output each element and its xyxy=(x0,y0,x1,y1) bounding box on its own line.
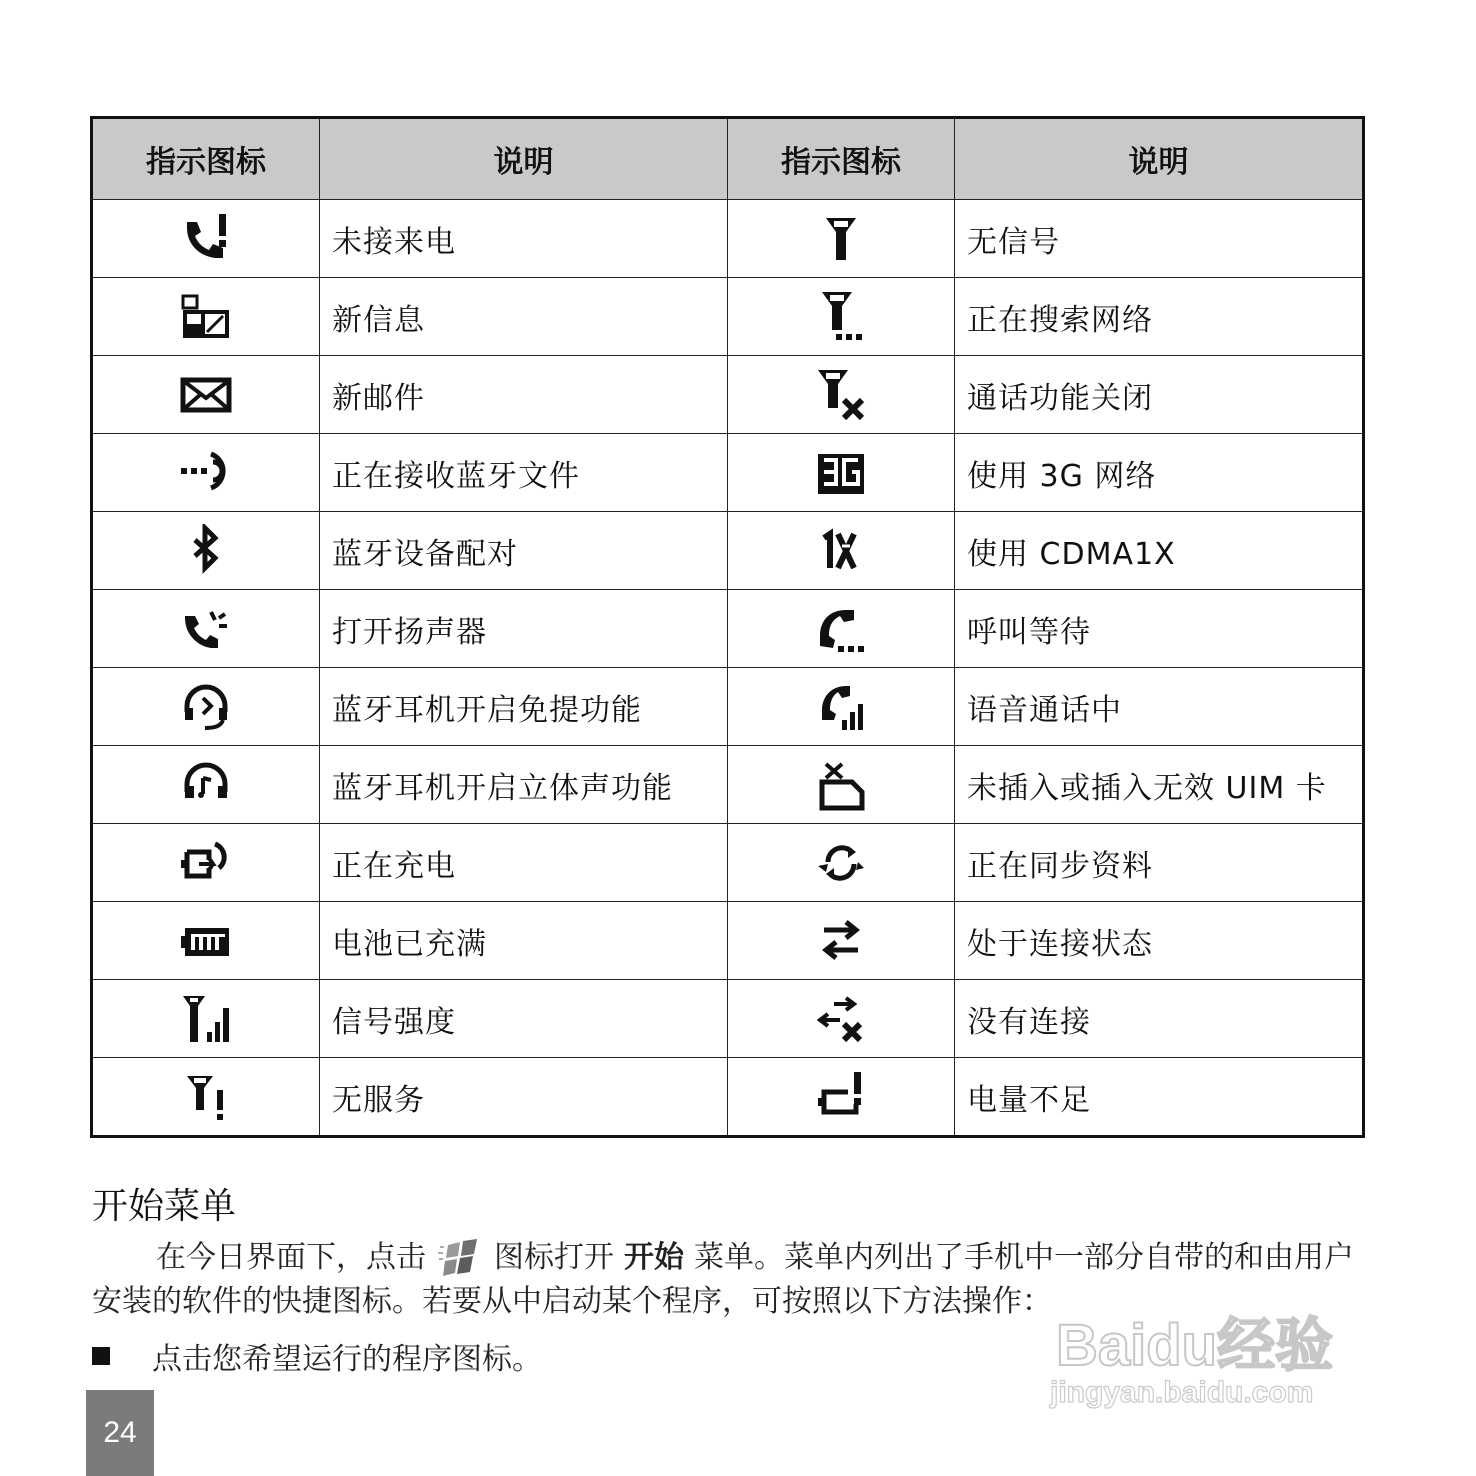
right-icon-cell xyxy=(728,590,955,668)
left-icon-cell xyxy=(92,668,320,746)
battery-full-icon xyxy=(179,914,233,968)
3g-icon xyxy=(814,446,868,500)
table-row xyxy=(92,902,1364,980)
right-icon-cell xyxy=(728,980,955,1058)
left-desc-cell: 蓝牙耳机开启立体声功能 xyxy=(320,746,728,824)
left-desc-cell: 蓝牙设备配对 xyxy=(320,512,728,590)
header-icon-left: 指示图标 xyxy=(92,118,320,200)
start-menu-paragraph xyxy=(92,1236,1367,1324)
right-icon-cell xyxy=(728,200,955,278)
speaker-on-icon xyxy=(179,602,233,656)
right-desc-cell: 未插入或插入无效 UIM 卡 xyxy=(955,746,1364,824)
table-row xyxy=(92,434,1364,512)
left-desc-cell: 未接来电 xyxy=(320,200,728,278)
table-row xyxy=(92,746,1364,824)
left-desc-cell: 正在充电 xyxy=(320,824,728,902)
phone-off-icon xyxy=(814,368,868,422)
left-icon-cell xyxy=(92,356,320,434)
right-icon-cell xyxy=(728,746,955,824)
header-icon-right: 指示图标 xyxy=(728,118,955,200)
left-icon-cell xyxy=(92,746,320,824)
no-uim-icon xyxy=(814,758,868,812)
para-text-mid: 图标打开 xyxy=(494,1240,614,1275)
not-connected-icon xyxy=(814,992,868,1046)
left-icon-cell xyxy=(92,278,320,356)
start-keyword: 开始 xyxy=(624,1240,684,1275)
left-desc-cell: 蓝牙耳机开启免提功能 xyxy=(320,668,728,746)
left-desc-cell: 正在接收蓝牙文件 xyxy=(320,434,728,512)
left-desc-cell: 打开扬声器 xyxy=(320,590,728,668)
bullet-square-icon xyxy=(92,1347,110,1365)
right-icon-cell xyxy=(728,668,955,746)
left-icon-cell xyxy=(92,902,320,980)
connected-icon xyxy=(814,914,868,968)
right-desc-cell: 呼叫等待 xyxy=(955,590,1364,668)
table-row xyxy=(92,980,1364,1058)
left-desc-cell: 无服务 xyxy=(320,1058,728,1137)
section-title: 开始菜单 xyxy=(92,1186,237,1227)
charging-icon xyxy=(179,836,233,890)
left-icon-cell xyxy=(92,1058,320,1137)
left-desc-cell: 新信息 xyxy=(320,278,728,356)
call-waiting-icon xyxy=(814,602,868,656)
left-icon-cell xyxy=(92,434,320,512)
new-message-icon xyxy=(179,290,233,344)
table-row xyxy=(92,278,1364,356)
left-desc-cell: 信号强度 xyxy=(320,980,728,1058)
bullet-item xyxy=(92,1334,542,1378)
no-service-icon xyxy=(179,1070,233,1124)
headset-handsfree-icon xyxy=(179,680,233,734)
right-desc-cell: 使用 3G 网络 xyxy=(955,434,1364,512)
left-desc-cell: 新邮件 xyxy=(320,356,728,434)
right-desc-cell: 处于连接状态 xyxy=(955,902,1364,980)
right-desc-cell: 通话功能关闭 xyxy=(955,356,1364,434)
page-number: 24 xyxy=(86,1390,154,1476)
para-text-before: 在今日界面下，点击 xyxy=(156,1240,426,1275)
right-desc-cell: 没有连接 xyxy=(955,980,1364,1058)
right-desc-cell: 无信号 xyxy=(955,200,1364,278)
right-icon-cell xyxy=(728,1058,955,1137)
right-icon-cell xyxy=(728,434,955,512)
right-desc-cell: 语音通话中 xyxy=(955,668,1364,746)
table-row xyxy=(92,824,1364,902)
missed-call-icon xyxy=(179,212,233,266)
right-desc-cell: 正在同步资料 xyxy=(955,824,1364,902)
signal-strength-icon xyxy=(179,992,233,1046)
header-desc-left: 说明 xyxy=(320,118,728,200)
bluetooth-icon xyxy=(179,524,233,578)
right-icon-cell xyxy=(728,902,955,980)
left-icon-cell xyxy=(92,980,320,1058)
table-header-row xyxy=(92,118,1364,200)
table-row xyxy=(92,1058,1364,1137)
left-icon-cell xyxy=(92,512,320,590)
para-text-after: 菜单。菜单内列出了手机中一部分自带的和由用户安装的软件的快捷图标。若要从中启动某个程序，可按照以下方法操作： xyxy=(92,1240,1354,1319)
low-battery-icon xyxy=(814,1070,868,1124)
searching-network-icon xyxy=(814,290,868,344)
right-icon-cell xyxy=(728,356,955,434)
right-icon-cell xyxy=(728,824,955,902)
table-row xyxy=(92,590,1364,668)
voice-call-icon xyxy=(814,680,868,734)
right-icon-cell xyxy=(728,512,955,590)
right-desc-cell: 正在搜索网络 xyxy=(955,278,1364,356)
left-icon-cell xyxy=(92,824,320,902)
header-desc-right: 说明 xyxy=(955,118,1364,200)
watermark-brand: Baidu经验 xyxy=(1056,1313,1334,1378)
left-icon-cell xyxy=(92,200,320,278)
left-desc-cell: 电池已充满 xyxy=(320,902,728,980)
left-icon-cell xyxy=(92,590,320,668)
status-icon-table xyxy=(90,116,1365,1138)
right-icon-cell xyxy=(728,278,955,356)
headset-stereo-icon xyxy=(179,758,233,812)
no-signal-icon xyxy=(814,212,868,266)
windows-start-icon xyxy=(438,1239,482,1279)
right-desc-cell: 使用 CDMA1X xyxy=(955,512,1364,590)
table-row xyxy=(92,668,1364,746)
table-row xyxy=(92,200,1364,278)
new-email-icon xyxy=(179,368,233,422)
watermark-url: jingyan.baidu.com xyxy=(1050,1376,1314,1409)
bullet-text: 点击您希望运行的程序图标。 xyxy=(152,1342,542,1377)
1x-icon xyxy=(814,524,868,578)
table-row xyxy=(92,356,1364,434)
sync-icon xyxy=(814,836,868,890)
bluetooth-receiving-icon xyxy=(179,446,233,500)
right-desc-cell: 电量不足 xyxy=(955,1058,1364,1137)
table-row xyxy=(92,512,1364,590)
